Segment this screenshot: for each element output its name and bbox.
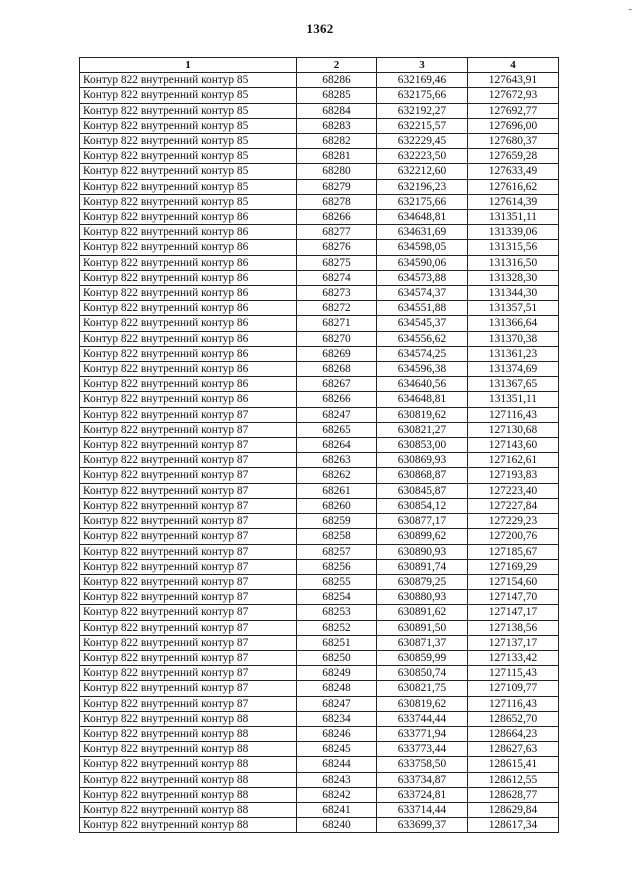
table-row <box>80 194 559 209</box>
point-number-cell: 68269 <box>297 346 377 361</box>
point-number-cell: 68261 <box>297 483 377 498</box>
contour-name-cell: Контур 822 внутренний контур 87 <box>80 483 297 498</box>
table-row <box>80 453 559 468</box>
point-number-cell: 68273 <box>297 286 377 301</box>
y-coordinate-cell: 127116,43 <box>468 696 559 711</box>
contour-name-cell: Контур 822 внутренний контур 86 <box>80 225 297 240</box>
y-coordinate-cell: 128652,70 <box>468 711 559 726</box>
point-number-cell: 68243 <box>297 772 377 787</box>
y-coordinate-cell: 127147,70 <box>468 590 559 605</box>
point-number-cell: 68247 <box>297 696 377 711</box>
point-number-cell: 68264 <box>297 438 377 453</box>
x-coordinate-cell: 630891,50 <box>377 620 468 635</box>
table-header-row <box>80 58 559 73</box>
contour-name-cell: Контур 822 внутренний контур 87 <box>80 635 297 650</box>
y-coordinate-cell: 127696,00 <box>468 118 559 133</box>
table-row <box>80 483 559 498</box>
contour-name-cell: Контур 822 внутренний контур 88 <box>80 711 297 726</box>
y-coordinate-cell: 131328,30 <box>468 270 559 285</box>
point-number-cell: 68240 <box>297 818 377 833</box>
point-number-cell: 68241 <box>297 802 377 817</box>
contour-name-cell: Контур 822 внутренний контур 85 <box>80 118 297 133</box>
x-coordinate-cell: 634551,88 <box>377 301 468 316</box>
point-number-cell: 68245 <box>297 742 377 757</box>
y-coordinate-cell: 128629,84 <box>468 802 559 817</box>
table-row <box>80 787 559 802</box>
point-number-cell: 68277 <box>297 225 377 240</box>
x-coordinate-cell: 634640,56 <box>377 377 468 392</box>
x-coordinate-cell: 632215,57 <box>377 118 468 133</box>
x-coordinate-cell: 634574,37 <box>377 286 468 301</box>
point-number-cell: 68271 <box>297 316 377 331</box>
table-row <box>80 772 559 787</box>
contour-name-cell: Контур 822 внутренний контур 85 <box>80 73 297 88</box>
contour-name-cell: Контур 822 внутренний контур 86 <box>80 316 297 331</box>
table-row <box>80 225 559 240</box>
table-row <box>80 514 559 529</box>
point-number-cell: 68242 <box>297 787 377 802</box>
contour-name-cell: Контур 822 внутренний контур 86 <box>80 301 297 316</box>
y-coordinate-cell: 127133,42 <box>468 650 559 665</box>
y-coordinate-cell: 128612,55 <box>468 772 559 787</box>
table-row <box>80 742 559 757</box>
contour-name-cell: Контур 822 внутренний контур 86 <box>80 346 297 361</box>
column-header-2: 2 <box>297 58 377 73</box>
point-number-cell: 68252 <box>297 620 377 635</box>
x-coordinate-cell: 630854,12 <box>377 498 468 513</box>
x-coordinate-cell: 630821,75 <box>377 681 468 696</box>
x-coordinate-cell: 630868,87 <box>377 468 468 483</box>
point-number-cell: 68268 <box>297 362 377 377</box>
x-coordinate-cell: 630819,62 <box>377 696 468 711</box>
y-coordinate-cell: 127200,76 <box>468 529 559 544</box>
x-coordinate-cell: 634574,25 <box>377 346 468 361</box>
column-header-4: 4 <box>468 58 559 73</box>
table-row <box>80 88 559 103</box>
point-number-cell: 68254 <box>297 590 377 605</box>
contour-name-cell: Контур 822 внутренний контур 86 <box>80 240 297 255</box>
table-row <box>80 818 559 833</box>
x-coordinate-cell: 634556,62 <box>377 331 468 346</box>
x-coordinate-cell: 634631,69 <box>377 225 468 240</box>
point-number-cell: 68278 <box>297 194 377 209</box>
point-number-cell: 68251 <box>297 635 377 650</box>
x-coordinate-cell: 634598,05 <box>377 240 468 255</box>
x-coordinate-cell: 632169,46 <box>377 73 468 88</box>
table-row <box>80 559 559 574</box>
table-row <box>80 590 559 605</box>
y-coordinate-cell: 127616,62 <box>468 179 559 194</box>
table-row <box>80 407 559 422</box>
x-coordinate-cell: 633699,37 <box>377 818 468 833</box>
x-coordinate-cell: 632192,27 <box>377 103 468 118</box>
table-row <box>80 149 559 164</box>
table-row <box>80 179 559 194</box>
point-number-cell: 68255 <box>297 574 377 589</box>
point-number-cell: 68275 <box>297 255 377 270</box>
table-row <box>80 118 559 133</box>
y-coordinate-cell: 128664,23 <box>468 726 559 741</box>
contour-name-cell: Контур 822 внутренний контур 86 <box>80 255 297 270</box>
x-coordinate-cell: 630821,27 <box>377 422 468 437</box>
x-coordinate-cell: 634648,81 <box>377 392 468 407</box>
x-coordinate-cell: 634590,06 <box>377 255 468 270</box>
y-coordinate-cell: 127143,60 <box>468 438 559 453</box>
contour-name-cell: Контур 822 внутренний контур 87 <box>80 544 297 559</box>
point-number-cell: 68279 <box>297 179 377 194</box>
point-number-cell: 68274 <box>297 270 377 285</box>
point-number-cell: 68257 <box>297 544 377 559</box>
x-coordinate-cell: 634545,37 <box>377 316 468 331</box>
table-row <box>80 316 559 331</box>
contour-name-cell: Контур 822 внутренний контур 88 <box>80 742 297 757</box>
contour-name-cell: Контур 822 внутренний контур 86 <box>80 270 297 285</box>
table-row <box>80 650 559 665</box>
x-coordinate-cell: 630871,37 <box>377 635 468 650</box>
point-number-cell: 68248 <box>297 681 377 696</box>
point-number-cell: 68256 <box>297 559 377 574</box>
point-number-cell: 68249 <box>297 666 377 681</box>
y-coordinate-cell: 127137,17 <box>468 635 559 650</box>
contour-name-cell: Контур 822 внутренний контур 87 <box>80 574 297 589</box>
point-number-cell: 68244 <box>297 757 377 772</box>
point-number-cell: 68250 <box>297 650 377 665</box>
y-coordinate-cell: 127680,37 <box>468 134 559 149</box>
y-coordinate-cell: 127162,61 <box>468 453 559 468</box>
table-row <box>80 255 559 270</box>
table-row <box>80 377 559 392</box>
x-coordinate-cell: 630819,62 <box>377 407 468 422</box>
point-number-cell: 68247 <box>297 407 377 422</box>
table-row <box>80 240 559 255</box>
x-coordinate-cell: 632175,66 <box>377 88 468 103</box>
x-coordinate-cell: 630850,74 <box>377 666 468 681</box>
table-row <box>80 802 559 817</box>
contour-name-cell: Контур 822 внутренний контур 87 <box>80 650 297 665</box>
table-row <box>80 286 559 301</box>
point-number-cell: 68265 <box>297 422 377 437</box>
table-row <box>80 726 559 741</box>
table-row <box>80 134 559 149</box>
coordinates-table <box>79 57 559 833</box>
table-row <box>80 392 559 407</box>
x-coordinate-cell: 633744,44 <box>377 711 468 726</box>
y-coordinate-cell: 127138,56 <box>468 620 559 635</box>
page-number: 1362 <box>306 21 334 36</box>
table-row <box>80 544 559 559</box>
table-row <box>80 210 559 225</box>
y-coordinate-cell: 127193,83 <box>468 468 559 483</box>
point-number-cell: 68266 <box>297 392 377 407</box>
contour-name-cell: Контур 822 внутренний контур 87 <box>80 696 297 711</box>
contour-name-cell: Контур 822 внутренний контур 87 <box>80 407 297 422</box>
x-coordinate-cell: 630880,93 <box>377 590 468 605</box>
table-row <box>80 620 559 635</box>
table-row <box>80 346 559 361</box>
point-number-cell: 68280 <box>297 164 377 179</box>
x-coordinate-cell: 633773,44 <box>377 742 468 757</box>
contour-name-cell: Контур 822 внутренний контур 88 <box>80 772 297 787</box>
y-coordinate-cell: 128627,63 <box>468 742 559 757</box>
x-coordinate-cell: 630890,93 <box>377 544 468 559</box>
contour-name-cell: Контур 822 внутренний контур 87 <box>80 514 297 529</box>
contour-name-cell: Контур 822 внутренний контур 85 <box>80 164 297 179</box>
y-coordinate-cell: 131367,65 <box>468 377 559 392</box>
x-coordinate-cell: 634596,38 <box>377 362 468 377</box>
y-coordinate-cell: 131366,64 <box>468 316 559 331</box>
table-row <box>80 605 559 620</box>
point-number-cell: 68282 <box>297 134 377 149</box>
x-coordinate-cell: 632229,45 <box>377 134 468 149</box>
y-coordinate-cell: 127227,84 <box>468 498 559 513</box>
table-row <box>80 331 559 346</box>
x-coordinate-cell: 634573,88 <box>377 270 468 285</box>
contour-name-cell: Контур 822 внутренний контур 87 <box>80 468 297 483</box>
y-coordinate-cell: 127633,49 <box>468 164 559 179</box>
y-coordinate-cell: 131351,11 <box>468 392 559 407</box>
x-coordinate-cell: 632212,60 <box>377 164 468 179</box>
y-coordinate-cell: 131357,51 <box>468 301 559 316</box>
contour-name-cell: Контур 822 внутренний контур 88 <box>80 787 297 802</box>
y-coordinate-cell: 127185,67 <box>468 544 559 559</box>
contour-name-cell: Контур 822 внутренний контур 88 <box>80 726 297 741</box>
column-header-1: 1 <box>80 58 297 73</box>
contour-name-cell: Контур 822 внутренний контур 86 <box>80 392 297 407</box>
x-coordinate-cell: 633734,87 <box>377 772 468 787</box>
x-coordinate-cell: 630891,74 <box>377 559 468 574</box>
y-coordinate-cell: 131316,50 <box>468 255 559 270</box>
contour-name-cell: Контур 822 внутренний контур 87 <box>80 559 297 574</box>
x-coordinate-cell: 633758,50 <box>377 757 468 772</box>
contour-name-cell: Контур 822 внутренний контур 88 <box>80 802 297 817</box>
x-coordinate-cell: 630877,17 <box>377 514 468 529</box>
y-coordinate-cell: 131339,06 <box>468 225 559 240</box>
table-row <box>80 270 559 285</box>
contour-name-cell: Контур 822 внутренний контур 86 <box>80 331 297 346</box>
x-coordinate-cell: 630879,25 <box>377 574 468 589</box>
x-coordinate-cell: 633714,44 <box>377 802 468 817</box>
point-number-cell: 68281 <box>297 149 377 164</box>
x-coordinate-cell: 633771,94 <box>377 726 468 741</box>
y-coordinate-cell: 127659,28 <box>468 149 559 164</box>
point-number-cell: 68270 <box>297 331 377 346</box>
contour-name-cell: Контур 822 внутренний контур 87 <box>80 453 297 468</box>
table-row <box>80 635 559 650</box>
y-coordinate-cell: 127223,40 <box>468 483 559 498</box>
y-coordinate-cell: 127169,29 <box>468 559 559 574</box>
y-coordinate-cell: 128628,77 <box>468 787 559 802</box>
table-row <box>80 574 559 589</box>
y-coordinate-cell: 127116,43 <box>468 407 559 422</box>
table-row <box>80 757 559 772</box>
x-coordinate-cell: 630853,00 <box>377 438 468 453</box>
contour-name-cell: Контур 822 внутренний контур 85 <box>80 149 297 164</box>
y-coordinate-cell: 127614,39 <box>468 194 559 209</box>
y-coordinate-cell: 131370,38 <box>468 331 559 346</box>
contour-name-cell: Контур 822 внутренний контур 87 <box>80 590 297 605</box>
contour-name-cell: Контур 822 внутренний контур 88 <box>80 757 297 772</box>
y-coordinate-cell: 131374,69 <box>468 362 559 377</box>
contour-name-cell: Контур 822 внутренний контур 88 <box>80 818 297 833</box>
y-coordinate-cell: 131351,11 <box>468 210 559 225</box>
x-coordinate-cell: 634648,81 <box>377 210 468 225</box>
point-number-cell: 68284 <box>297 103 377 118</box>
table-row <box>80 666 559 681</box>
point-number-cell: 68267 <box>297 377 377 392</box>
y-coordinate-cell: 131344,30 <box>468 286 559 301</box>
point-number-cell: 68260 <box>297 498 377 513</box>
table-row <box>80 498 559 513</box>
x-coordinate-cell: 632175,66 <box>377 194 468 209</box>
corner-mark: - <box>628 4 632 15</box>
contour-name-cell: Контур 822 внутренний контур 86 <box>80 286 297 301</box>
contour-name-cell: Контур 822 внутренний контур 87 <box>80 681 297 696</box>
table-row <box>80 468 559 483</box>
table-row <box>80 681 559 696</box>
y-coordinate-cell: 127115,43 <box>468 666 559 681</box>
table-row <box>80 301 559 316</box>
point-number-cell: 68272 <box>297 301 377 316</box>
table-row <box>80 438 559 453</box>
table-body <box>80 73 559 833</box>
point-number-cell: 68262 <box>297 468 377 483</box>
x-coordinate-cell: 630891,62 <box>377 605 468 620</box>
y-coordinate-cell: 127130,68 <box>468 422 559 437</box>
table-row <box>80 362 559 377</box>
y-coordinate-cell: 127109,77 <box>468 681 559 696</box>
point-number-cell: 68285 <box>297 88 377 103</box>
contour-name-cell: Контур 822 внутренний контур 85 <box>80 88 297 103</box>
point-number-cell: 68266 <box>297 210 377 225</box>
contour-name-cell: Контур 822 внутренний контур 86 <box>80 362 297 377</box>
table-row <box>80 164 559 179</box>
x-coordinate-cell: 630899,62 <box>377 529 468 544</box>
y-coordinate-cell: 128615,41 <box>468 757 559 772</box>
y-coordinate-cell: 131361,23 <box>468 346 559 361</box>
contour-name-cell: Контур 822 внутренний контур 85 <box>80 134 297 149</box>
table-row <box>80 422 559 437</box>
point-number-cell: 68286 <box>297 73 377 88</box>
point-number-cell: 68259 <box>297 514 377 529</box>
contour-name-cell: Контур 822 внутренний контур 87 <box>80 529 297 544</box>
table-row <box>80 73 559 88</box>
y-coordinate-cell: 131315,56 <box>468 240 559 255</box>
point-number-cell: 68258 <box>297 529 377 544</box>
table-row <box>80 529 559 544</box>
contour-name-cell: Контур 822 внутренний контур 85 <box>80 179 297 194</box>
y-coordinate-cell: 127643,91 <box>468 73 559 88</box>
point-number-cell: 68234 <box>297 711 377 726</box>
x-coordinate-cell: 632196,23 <box>377 179 468 194</box>
y-coordinate-cell: 127147,17 <box>468 605 559 620</box>
y-coordinate-cell: 127229,23 <box>468 514 559 529</box>
column-header-3: 3 <box>377 58 468 73</box>
x-coordinate-cell: 632223,50 <box>377 149 468 164</box>
table-row <box>80 711 559 726</box>
y-coordinate-cell: 127154,60 <box>468 574 559 589</box>
contour-name-cell: Контур 822 внутренний контур 85 <box>80 103 297 118</box>
point-number-cell: 68283 <box>297 118 377 133</box>
contour-name-cell: Контур 822 внутренний контур 87 <box>80 438 297 453</box>
contour-name-cell: Контур 822 внутренний контур 87 <box>80 666 297 681</box>
point-number-cell: 68276 <box>297 240 377 255</box>
x-coordinate-cell: 633724,81 <box>377 787 468 802</box>
contour-name-cell: Контур 822 внутренний контур 87 <box>80 605 297 620</box>
x-coordinate-cell: 630859,99 <box>377 650 468 665</box>
point-number-cell: 68263 <box>297 453 377 468</box>
point-number-cell: 68246 <box>297 726 377 741</box>
x-coordinate-cell: 630869,93 <box>377 453 468 468</box>
point-number-cell: 68253 <box>297 605 377 620</box>
y-coordinate-cell: 127692,77 <box>468 103 559 118</box>
table-row <box>80 103 559 118</box>
table-row <box>80 696 559 711</box>
contour-name-cell: Контур 822 внутренний контур 86 <box>80 377 297 392</box>
contour-name-cell: Контур 822 внутренний контур 87 <box>80 620 297 635</box>
x-coordinate-cell: 630845,87 <box>377 483 468 498</box>
contour-name-cell: Контур 822 внутренний контур 87 <box>80 498 297 513</box>
contour-name-cell: Контур 822 внутренний контур 85 <box>80 194 297 209</box>
contour-name-cell: Контур 822 внутренний контур 86 <box>80 210 297 225</box>
y-coordinate-cell: 128617,34 <box>468 818 559 833</box>
y-coordinate-cell: 127672,93 <box>468 88 559 103</box>
contour-name-cell: Контур 822 внутренний контур 87 <box>80 422 297 437</box>
